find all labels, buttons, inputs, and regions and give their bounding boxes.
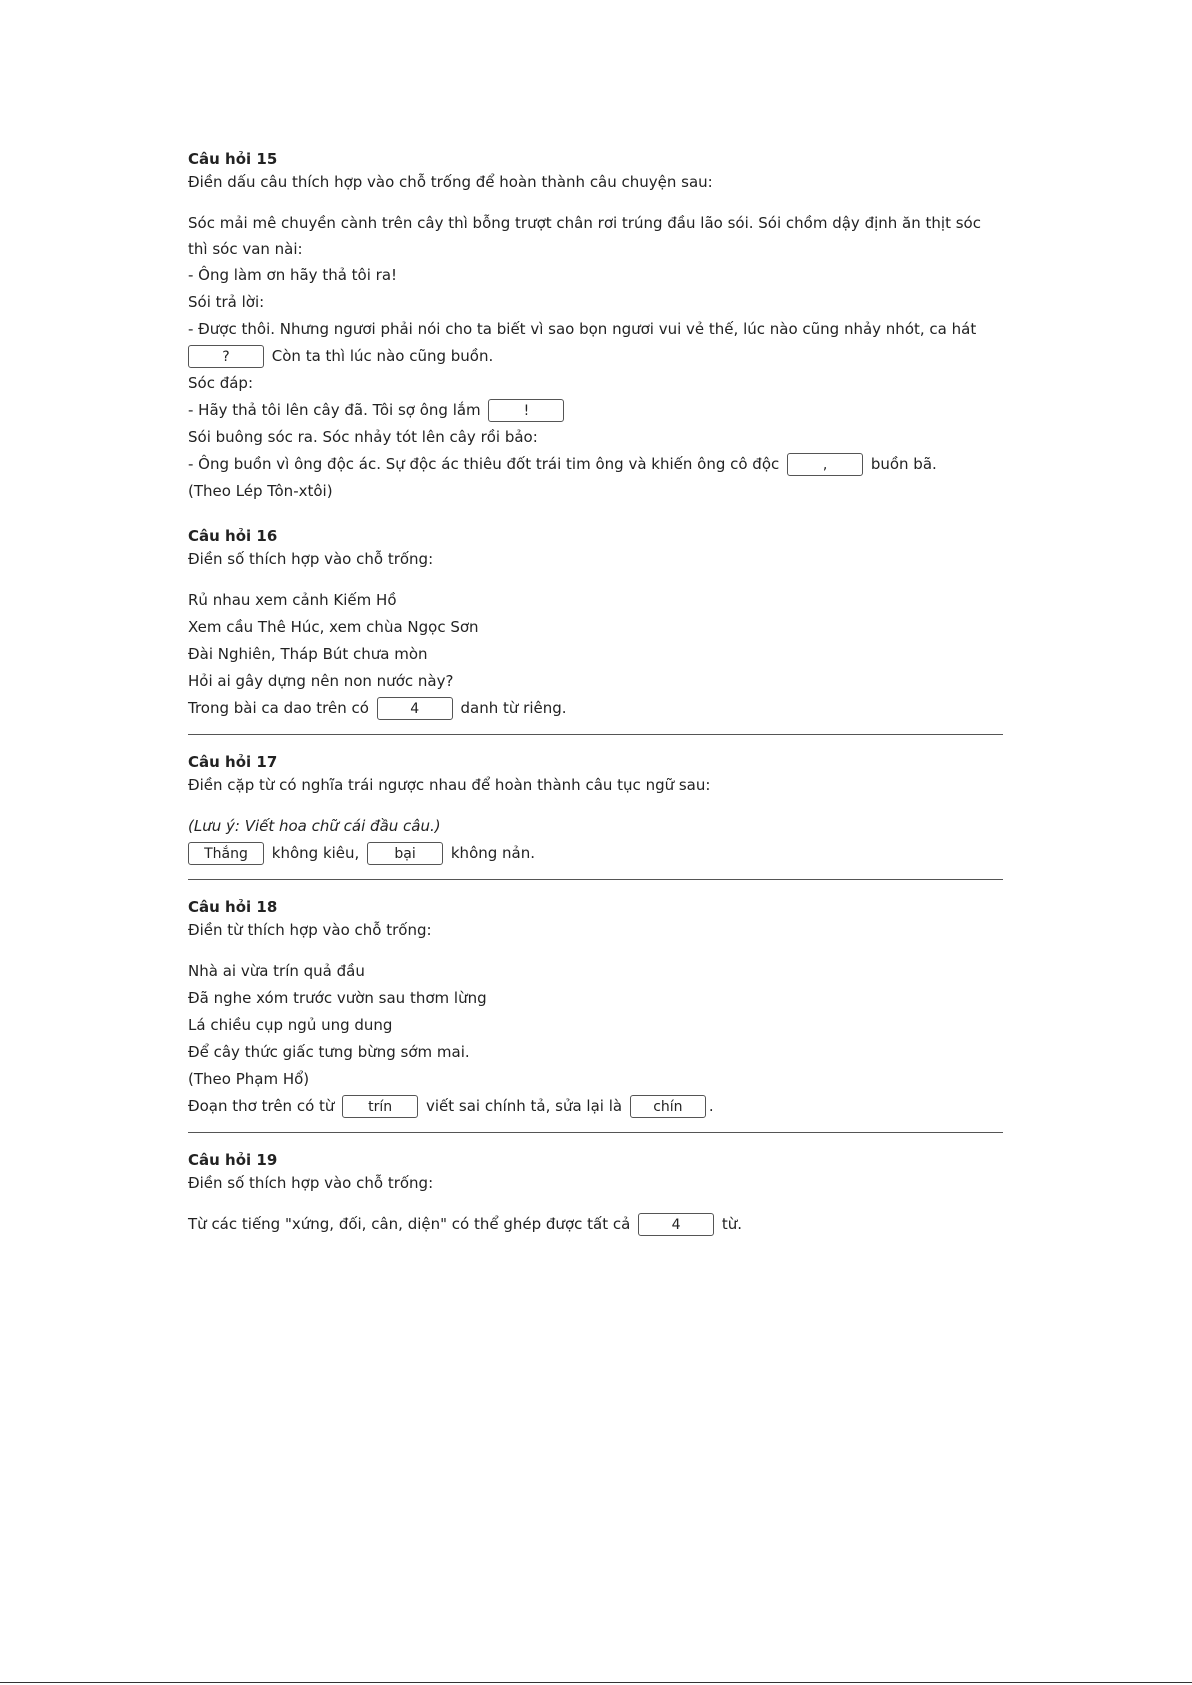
question-15 — [188, 148, 1003, 505]
poem-source: (Theo Phạm Hổ) — [188, 1070, 310, 1088]
answer-box-2[interactable]: chín — [630, 1095, 706, 1118]
story-line — [188, 451, 1003, 478]
question-line — [188, 1093, 1003, 1120]
answer-box-2[interactable]: ! — [488, 399, 564, 422]
poem-line: Nhà ai vừa trín quả đầu — [188, 962, 365, 980]
poem-line: Lá chiều cụp ngủ ung dung — [188, 1016, 393, 1034]
story-line: Sóc đáp: — [188, 374, 254, 392]
page-bottom-border — [0, 1682, 1192, 1683]
answer-box-3[interactable]: , — [787, 453, 863, 476]
question-18 — [188, 896, 1003, 1120]
answer-box-1[interactable]: Thắng — [188, 842, 264, 865]
story-line: Sói buông sóc ra. Sóc nhảy tót lên cây rồi bảo: — [188, 428, 538, 446]
divider — [188, 734, 1003, 735]
question-line — [188, 840, 1003, 867]
question-instruction: Điền số thích hợp vào chỗ trống: — [188, 1174, 434, 1192]
question-text: từ. — [721, 1215, 743, 1233]
worksheet — [188, 148, 1003, 1238]
note: (Lưu ý: Viết hoa chữ cái đầu câu.) — [188, 817, 441, 835]
poem-line: Để cây thức giấc tưng bừng sớm mai. — [188, 1043, 470, 1061]
question-text: danh từ riêng. — [460, 699, 567, 717]
answer-box-1[interactable]: ? — [188, 345, 264, 368]
poem-line: Đã nghe xóm trước vườn sau thơm lừng — [188, 989, 487, 1007]
question-19 — [188, 1149, 1003, 1238]
poem-line: Rủ nhau xem cảnh Kiếm Hồ — [188, 591, 397, 609]
question-text: Đoạn thơ trên có từ — [188, 1097, 335, 1115]
question-text: . — [708, 1097, 714, 1115]
answer-box-1[interactable]: trín — [342, 1095, 418, 1118]
question-instruction: Điền dấu câu thích hợp vào chỗ trống để hoàn thành câu chuyện sau: — [188, 173, 713, 191]
story-paragraph: Sóc mải mê chuyền cành trên cây thì bỗng trượt chân rơi trúng đầu lão sói. Sói chồm dậy định ăn thịt sóc thì sóc van nài: — [188, 214, 981, 258]
story-line — [188, 397, 1003, 424]
question-line — [188, 1211, 1003, 1238]
question-title: Câu hỏi 17 — [188, 753, 278, 771]
story-line — [188, 343, 1003, 370]
question-text: Trong bài ca dao trên có — [188, 699, 369, 717]
story-line: - Ông làm ơn hãy thả tôi ra! — [188, 266, 398, 284]
question-title: Câu hỏi 19 — [188, 1151, 278, 1169]
question-title: Câu hỏi 16 — [188, 527, 278, 545]
question-title: Câu hỏi 15 — [188, 150, 278, 168]
question-instruction: Điền cặp từ có nghĩa trái ngược nhau để hoàn thành câu tục ngữ sau: — [188, 776, 711, 794]
question-16 — [188, 525, 1003, 722]
answer-box[interactable]: 4 — [377, 697, 453, 720]
question-17 — [188, 751, 1003, 867]
question-instruction: Điền từ thích hợp vào chỗ trống: — [188, 921, 432, 939]
answer-box[interactable]: 4 — [638, 1213, 714, 1236]
divider — [188, 1132, 1003, 1133]
story-line: Sói trả lời: — [188, 293, 265, 311]
story-text: - Ông buồn vì ông độc ác. Sự độc ác thiêu đốt trái tim ông và khiến ông cô độc — [188, 455, 780, 473]
story-text: Còn ta thì lúc nào cũng buồn. — [271, 347, 494, 365]
question-text: không kiêu, — [271, 844, 360, 862]
story-source: (Theo Lép Tôn-xtôi) — [188, 482, 333, 500]
answer-box-2[interactable]: bại — [367, 842, 443, 865]
question-text: không nản. — [450, 844, 536, 862]
divider — [188, 879, 1003, 880]
story-text: buồn bã. — [870, 455, 937, 473]
question-line — [188, 695, 1003, 722]
poem-line: Đài Nghiên, Tháp Bút chưa mòn — [188, 645, 428, 663]
question-instruction: Điền số thích hợp vào chỗ trống: — [188, 550, 434, 568]
question-title: Câu hỏi 18 — [188, 898, 278, 916]
question-text: Từ các tiếng "xứng, đối, cân, diện" có thể ghép được tất cả — [188, 1215, 631, 1233]
story-text: - Hãy thả tôi lên cây đã. Tôi sợ ông lắm — [188, 401, 481, 419]
story-line: - Được thôi. Nhưng ngươi phải nói cho ta biết vì sao bọn ngươi vui vẻ thế, lúc nào cũng nhảy nhót, ca hát — [188, 320, 977, 338]
question-text: viết sai chính tả, sửa lại là — [425, 1097, 623, 1115]
poem-line: Xem cầu Thê Húc, xem chùa Ngọc Sơn — [188, 618, 479, 636]
poem-line: Hỏi ai gây dựng nên non nước này? — [188, 672, 454, 690]
